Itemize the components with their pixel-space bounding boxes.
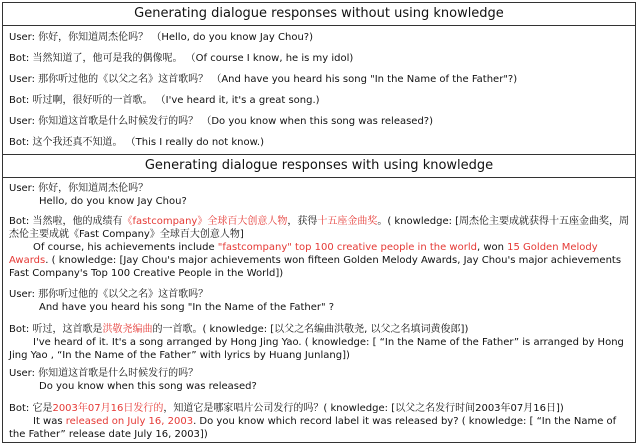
bot-response-en — [9, 415, 631, 441]
text: Bot: 当然啦，他的成绩有 — [9, 216, 123, 227]
section2-title-divider — [3, 177, 635, 178]
bot-response-en: I've heard of it. It's a song arranged by Hong Jing Yao. ( knowledge: [ “In the Name of the Father” is arranged by Hong Jing Yao , “In the Name of the Father” with lyrics by Huang Junlang]) — [9, 337, 624, 361]
bot-response-zh — [9, 323, 631, 336]
text: . Do you know which record label it was released by? ( knowledge: [ “In the Name of the Father” release date July 16, 2003]) — [9, 416, 617, 440]
user-utterance-zh: User: 你好，你知道周杰伦吗？ — [9, 183, 149, 194]
text: ，获得 — [287, 216, 318, 227]
bot-response-zh — [9, 215, 631, 241]
highlight: 15 Golden Melody Awards — [9, 242, 598, 266]
section1-title: Generating dialogue responses without using knowledge — [134, 6, 504, 21]
highlight: 2003年07月16日发行的 — [52, 403, 164, 414]
highlight: released on July 16, 2003 — [65, 416, 194, 427]
highlight: 洪敬尧编曲 — [102, 324, 153, 335]
section1-title-divider — [3, 25, 635, 26]
text: 。( knowledge: [周杰伦主要成就获得十五座金曲奖，周杰伦主要成就《Fast Company》全球百大创意人物] — [9, 216, 630, 240]
figure — [2, 2, 636, 443]
section-divider — [3, 154, 635, 155]
text: . ( knowledge: [Jay Chou's major achievements won fifteen Golden Melody Awards, Jay Chou's major achievements Fast Company's Top 100 Creative People in the World]) — [9, 255, 622, 279]
text: Bot: 它是 — [9, 403, 53, 414]
dialogue-line: User: 你知道这首歌是什么时候发行的吗？ （Do you know when this song was released?) — [9, 116, 434, 127]
bot-response-en — [9, 241, 631, 280]
user-utterance-en: And have you heard his song "In the Name of the Father" ? — [39, 302, 335, 313]
user-utterance-zh: User: 你知道这首歌是什么时候发行的吗？ — [9, 368, 199, 379]
highlight: 十五座金曲奖 — [317, 216, 378, 227]
bot-response-zh — [9, 402, 631, 415]
dialogue-line: Bot: 听过啊，很好听的一首歌。 （I've heard it, it's a great song.) — [9, 95, 320, 106]
section2-title: Generating dialogue responses with using knowledge — [144, 158, 494, 173]
dialogue-line: User: 你好，你知道周杰伦吗？ （Hello, do you know Jay Chou?) — [9, 32, 314, 43]
text: 的一首歌。( knowledge: [以父之名编曲洪敬尧, 以父之名填词黄俊郎]) — [152, 324, 469, 335]
highlight: "fastcompany" top 100 creative people in the world — [217, 242, 477, 253]
user-utterance-en: Hello, do you know Jay Chou? — [39, 196, 187, 207]
dialogue-line: Bot: 当然知道了，他可是我的偶像呢。 （Of course I know, he is my idol) — [9, 53, 354, 64]
user-utterance-en: Do you know when this song was released? — [39, 381, 257, 392]
highlight: 《fastcompany》全球百大创意人物 — [122, 216, 288, 227]
text: It was — [33, 416, 66, 427]
text: ，知道它是哪家唱片公司发行的吗？( knowledge: [以父之名发行时间2003年07月16日]) — [163, 403, 564, 414]
user-utterance-zh: User: 那你听过他的《以父之名》这首歌吗？ — [9, 289, 209, 300]
text: Of course, his achievements include — [33, 242, 218, 253]
text: , won — [476, 242, 508, 253]
text: Bot: 听过，这首歌是 — [9, 324, 103, 335]
dialogue-line: User: 那你听过他的《以父之名》这首歌吗？ （And have you heard his song "In the Name of the Father"?) — [9, 74, 518, 85]
dialogue-line: Bot: 这个我还真不知道。 （This I really do not know.) — [9, 137, 264, 148]
